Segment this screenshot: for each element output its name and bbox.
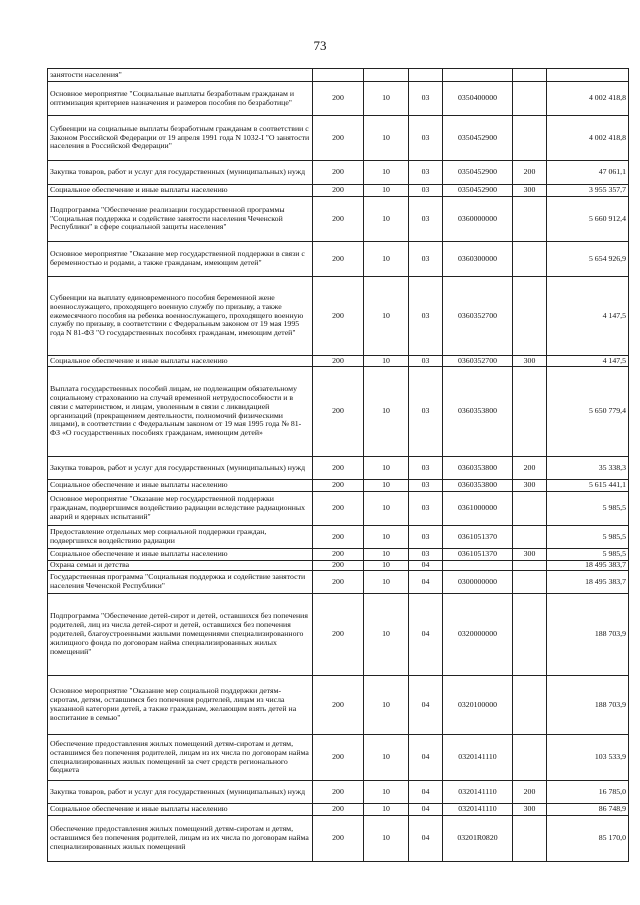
section-cell: 10 xyxy=(364,277,409,356)
code-grbs-cell: 200 xyxy=(313,82,364,116)
table-row xyxy=(48,549,629,561)
amount-cell: 103 533,9 xyxy=(547,735,629,781)
target-article-cell: 0361051370 xyxy=(443,526,513,549)
row-name-cell: Основное мероприятие "Оказание мер государственной поддержки гражданам, подвергшимся воздействию радиации вследствие радиационных аварий и ядерных испытаний" xyxy=(48,492,313,526)
amount-cell: 86 748,9 xyxy=(547,804,629,816)
expense-type-cell xyxy=(513,242,547,277)
expense-type-cell xyxy=(513,69,547,82)
row-name-cell: Социальное обеспечение и иные выплаты населению xyxy=(48,804,313,816)
target-article-cell: 0360352700 xyxy=(443,277,513,356)
expense-type-cell xyxy=(513,571,547,594)
amount-cell: 4 147,5 xyxy=(547,356,629,367)
target-article-cell: 0320141110 xyxy=(443,781,513,804)
amount-cell: 5 985,5 xyxy=(547,526,629,549)
code-grbs-cell: 200 xyxy=(313,549,364,561)
subsection-cell: 03 xyxy=(409,492,443,526)
table-row xyxy=(48,492,629,526)
section-cell: 10 xyxy=(364,82,409,116)
target-article-cell: 0350452900 xyxy=(443,116,513,161)
code-grbs-cell: 200 xyxy=(313,367,364,457)
amount-cell: 85 170,0 xyxy=(547,816,629,862)
section-cell: 10 xyxy=(364,457,409,480)
target-article-cell xyxy=(443,69,513,82)
code-grbs-cell: 200 xyxy=(313,804,364,816)
section-cell: 10 xyxy=(364,185,409,197)
subsection-cell: 03 xyxy=(409,242,443,277)
table-row xyxy=(48,480,629,492)
code-grbs-cell: 200 xyxy=(313,781,364,804)
code-grbs-cell: 200 xyxy=(313,735,364,781)
table-row xyxy=(48,356,629,367)
table-row xyxy=(48,69,629,82)
section-cell: 10 xyxy=(364,480,409,492)
target-article-cell: 0350452900 xyxy=(443,185,513,197)
subsection-cell: 03 xyxy=(409,457,443,480)
section-cell: 10 xyxy=(364,561,409,571)
table-row xyxy=(48,161,629,185)
table-row xyxy=(48,781,629,804)
code-grbs-cell: 200 xyxy=(313,526,364,549)
section-cell: 10 xyxy=(364,676,409,735)
subsection-cell: 03 xyxy=(409,480,443,492)
row-name-cell: Субвенции на социальные выплаты безработным гражданам в соответствии с Законом Российской Федерации от 19 апреля 1991 года N 1032-I "О занятости населения в Российской Федерации" xyxy=(48,116,313,161)
section-cell: 10 xyxy=(364,781,409,804)
amount-cell: 5 985,5 xyxy=(547,549,629,561)
subsection-cell: 03 xyxy=(409,197,443,242)
row-name-cell: Социальное обеспечение и иные выплаты населению xyxy=(48,185,313,197)
code-grbs-cell: 200 xyxy=(313,480,364,492)
page-number: 73 xyxy=(313,38,327,53)
code-grbs-cell: 200 xyxy=(313,185,364,197)
amount-cell: 4 002 418,8 xyxy=(547,116,629,161)
table-row xyxy=(48,561,629,571)
row-name-cell: Закупка товаров, работ и услуг для государственных (муниципальных) нужд xyxy=(48,781,313,804)
row-name-cell: Охрана семьи и детства xyxy=(48,561,313,571)
code-grbs-cell: 200 xyxy=(313,676,364,735)
expense-type-cell xyxy=(513,116,547,161)
subsection-cell: 04 xyxy=(409,594,443,676)
row-name-cell: занятости населения" xyxy=(48,69,313,82)
subsection-cell: 04 xyxy=(409,816,443,862)
table-row xyxy=(48,242,629,277)
amount-cell: 35 338,3 xyxy=(547,457,629,480)
subsection-cell: 04 xyxy=(409,561,443,571)
row-name-cell: Подпрограмма "Обеспечение детей-сирот и детей, оставшихся без попечения родителей, лиц из числа детей-сирот и детей, оставшихся без попечения родителей, благоустроенными жилыми помещениями специализированного жилищного фонда по договорам найма специализированных жилых помещений" xyxy=(48,594,313,676)
table-row xyxy=(48,277,629,356)
target-article-cell: 0320000000 xyxy=(443,594,513,676)
table-row xyxy=(48,197,629,242)
expense-type-cell xyxy=(513,526,547,549)
amount-cell: 5 654 926,9 xyxy=(547,242,629,277)
section-cell: 10 xyxy=(364,816,409,862)
code-grbs-cell: 200 xyxy=(313,561,364,571)
row-name-cell: Основное мероприятие "Оказание мер государственной поддержки в связи с беременностью и родами, а также гражданам, имеющим детей" xyxy=(48,242,313,277)
section-cell xyxy=(364,69,409,82)
section-cell: 10 xyxy=(364,356,409,367)
row-name-cell: Выплата государственных пособий лицам, не подлежащим обязательному социальному страхованию на случай временной нетрудоспособности и в связи с материнством, и лицам, уволенным в связи с ликвидацией организаций (прекращением деятельности, полномочий физическими лицами), в соответствии с Федеральным законом от 19 мая 1995 года № 81-ФЗ «О государственных пособиях гражданам, имеющим детей» xyxy=(48,367,313,457)
expense-type-cell xyxy=(513,816,547,862)
target-article-cell: 0360353800 xyxy=(443,457,513,480)
table-row xyxy=(48,367,629,457)
subsection-cell: 04 xyxy=(409,676,443,735)
section-cell: 10 xyxy=(364,526,409,549)
expense-type-cell: 200 xyxy=(513,161,547,185)
amount-cell: 3 955 357,7 xyxy=(547,185,629,197)
subsection-cell: 03 xyxy=(409,356,443,367)
expense-type-cell: 300 xyxy=(513,804,547,816)
subsection-cell: 03 xyxy=(409,82,443,116)
code-grbs-cell: 200 xyxy=(313,242,364,277)
table-row xyxy=(48,676,629,735)
code-grbs-cell: 200 xyxy=(313,277,364,356)
row-name-cell: Обеспечение предоставления жилых помещений детям-сиротам и детям, оставшимся без попечения родителей, лицам из их числа по договорам найма специализированных жилых помещений xyxy=(48,816,313,862)
amount-cell: 188 703,9 xyxy=(547,594,629,676)
table-row xyxy=(48,185,629,197)
section-cell: 10 xyxy=(364,242,409,277)
subsection-cell: 03 xyxy=(409,277,443,356)
amount-cell: 4 002 418,8 xyxy=(547,82,629,116)
target-article-cell: 0300000000 xyxy=(443,571,513,594)
row-name-cell: Социальное обеспечение и иные выплаты населению xyxy=(48,480,313,492)
target-article-cell: 0350400000 xyxy=(443,82,513,116)
row-name-cell: Субвенции на выплату единовременного пособия беременной жене военнослужащего, проходящего военную службу по призыву, а также ежемесячного пособия на ребенка военнослужащего, проходящего военную службу по призыву, в соответствии с Федеральным законом от 19 мая 1995 года N 81-ФЗ "О государственных пособиях гражданам, имеющим детей" xyxy=(48,277,313,356)
amount-cell xyxy=(547,69,629,82)
amount-cell: 5 650 779,4 xyxy=(547,367,629,457)
target-article-cell: 0350452900 xyxy=(443,161,513,185)
code-grbs-cell: 200 xyxy=(313,457,364,480)
target-article-cell xyxy=(443,561,513,571)
section-cell: 10 xyxy=(364,116,409,161)
expense-type-cell xyxy=(513,735,547,781)
target-article-cell: 0320141110 xyxy=(443,735,513,781)
section-cell: 10 xyxy=(364,594,409,676)
target-article-cell: 03201R0820 xyxy=(443,816,513,862)
amount-cell: 47 061,1 xyxy=(547,161,629,185)
expense-type-cell xyxy=(513,277,547,356)
target-article-cell: 0361000000 xyxy=(443,492,513,526)
row-name-cell: Основное мероприятие "Оказание мер социальной поддержки детям-сиротам, детям, оставшимся без попечения родителей, лицам из числа указанной категории детей, а также гражданам, желающим взять детей на воспитание в семью" xyxy=(48,676,313,735)
target-article-cell: 0360353800 xyxy=(443,367,513,457)
expense-type-cell xyxy=(513,82,547,116)
section-cell: 10 xyxy=(364,549,409,561)
section-cell: 10 xyxy=(364,197,409,242)
table-row xyxy=(48,804,629,816)
expense-type-cell xyxy=(513,492,547,526)
amount-cell: 18 495 383,7 xyxy=(547,561,629,571)
amount-cell: 4 147,5 xyxy=(547,277,629,356)
expense-type-cell xyxy=(513,676,547,735)
section-cell: 10 xyxy=(364,571,409,594)
subsection-cell: 03 xyxy=(409,185,443,197)
section-cell: 10 xyxy=(364,804,409,816)
expense-type-cell xyxy=(513,561,547,571)
target-article-cell: 0320100000 xyxy=(443,676,513,735)
target-article-cell: 0360300000 xyxy=(443,242,513,277)
section-cell: 10 xyxy=(364,161,409,185)
section-cell: 10 xyxy=(364,492,409,526)
code-grbs-cell: 200 xyxy=(313,571,364,594)
code-grbs-cell: 200 xyxy=(313,116,364,161)
row-name-cell: Социальное обеспечение и иные выплаты населению xyxy=(48,549,313,561)
row-name-cell: Основное мероприятие "Социальные выплаты безработным гражданам и оптимизация критериев назначения и размеров пособия по безработице" xyxy=(48,82,313,116)
row-name-cell: Подпрограмма "Обеспечение реализации государственной программы "Социальная поддержка и содействие занятости населения Чеченской Республики" в сфере социальной защиты населения" xyxy=(48,197,313,242)
amount-cell: 16 785,0 xyxy=(547,781,629,804)
table-row xyxy=(48,571,629,594)
amount-cell: 5 985,5 xyxy=(547,492,629,526)
expense-type-cell xyxy=(513,197,547,242)
subsection-cell: 03 xyxy=(409,549,443,561)
code-grbs-cell: 200 xyxy=(313,594,364,676)
subsection-cell: 04 xyxy=(409,571,443,594)
table-row xyxy=(48,116,629,161)
code-grbs-cell: 200 xyxy=(313,197,364,242)
subsection-cell: 04 xyxy=(409,735,443,781)
target-article-cell: 0360353800 xyxy=(443,480,513,492)
subsection-cell: 03 xyxy=(409,116,443,161)
target-article-cell: 0361051370 xyxy=(443,549,513,561)
table-row xyxy=(48,735,629,781)
section-cell: 10 xyxy=(364,367,409,457)
target-article-cell: 0360352700 xyxy=(443,356,513,367)
table-row xyxy=(48,457,629,480)
expense-type-cell: 300 xyxy=(513,549,547,561)
table-row xyxy=(48,82,629,116)
row-name-cell: Государственная программа "Социальная поддержка и содействие занятости населения Чеченской Республики" xyxy=(48,571,313,594)
row-name-cell: Закупка товаров, работ и услуг для государственных (муниципальных) нужд xyxy=(48,161,313,185)
row-name-cell: Социальное обеспечение и иные выплаты населению xyxy=(48,356,313,367)
amount-cell: 5 615 441,1 xyxy=(547,480,629,492)
expense-type-cell xyxy=(513,367,547,457)
table-row xyxy=(48,594,629,676)
expense-type-cell: 300 xyxy=(513,356,547,367)
subsection-cell xyxy=(409,69,443,82)
row-name-cell: Закупка товаров, работ и услуг для государственных (муниципальных) нужд xyxy=(48,457,313,480)
subsection-cell: 04 xyxy=(409,781,443,804)
code-grbs-cell: 200 xyxy=(313,161,364,185)
expense-type-cell: 300 xyxy=(513,185,547,197)
table-row xyxy=(48,816,629,862)
target-article-cell: 0320141110 xyxy=(443,804,513,816)
table-row xyxy=(48,526,629,549)
budget-table xyxy=(47,68,629,862)
expense-type-cell xyxy=(513,594,547,676)
subsection-cell: 03 xyxy=(409,367,443,457)
code-grbs-cell: 200 xyxy=(313,356,364,367)
expense-type-cell: 200 xyxy=(513,457,547,480)
amount-cell: 188 703,9 xyxy=(547,676,629,735)
expense-type-cell: 200 xyxy=(513,781,547,804)
row-name-cell: Обеспечение предоставления жилых помещений детям-сиротам и детям, оставшимся без попечения родителей, лицам из их числа по договорам найма специализированных жилых помещений за счет средств регионального бюджета xyxy=(48,735,313,781)
target-article-cell: 0360000000 xyxy=(443,197,513,242)
subsection-cell: 03 xyxy=(409,526,443,549)
section-cell: 10 xyxy=(364,735,409,781)
amount-cell: 5 660 912,4 xyxy=(547,197,629,242)
amount-cell: 18 495 383,7 xyxy=(547,571,629,594)
subsection-cell: 03 xyxy=(409,161,443,185)
row-name-cell: Предоставление отдельных мер социальной поддержки граждан, подвергшихся воздействию радиации xyxy=(48,526,313,549)
code-grbs-cell: 200 xyxy=(313,492,364,526)
code-grbs-cell: 200 xyxy=(313,816,364,862)
code-grbs-cell xyxy=(313,69,364,82)
subsection-cell: 04 xyxy=(409,804,443,816)
expense-type-cell: 300 xyxy=(513,480,547,492)
